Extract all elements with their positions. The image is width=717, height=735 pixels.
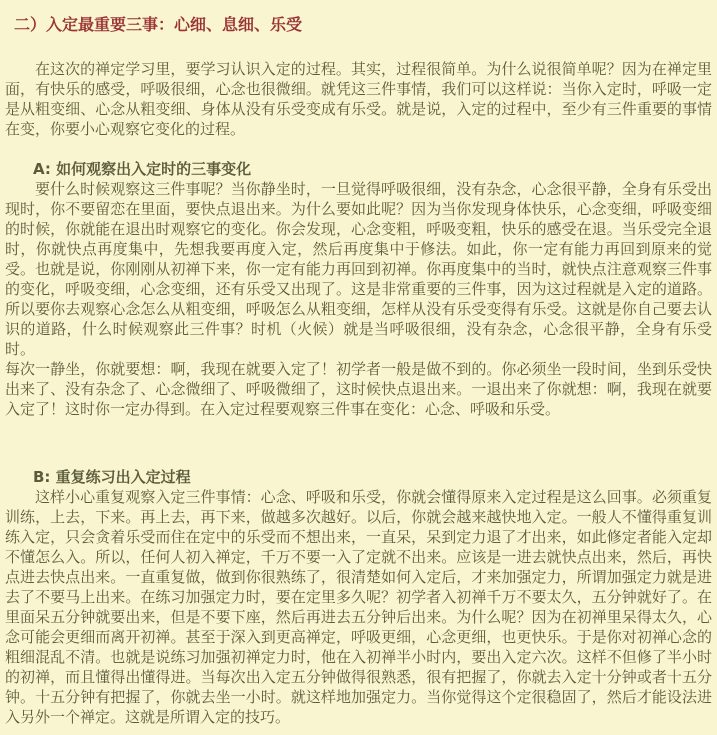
document-title: 二）入定最重要三事：心细、息细、乐受: [14, 15, 303, 34]
intro-paragraph: 在这次的禅定学习里，要学习认识入定的过程。其实，过程很简单。为什么说很简单呢？因为在禅定里面，有快乐的感受，呼吸很细，心念也很微细。就凭这三件事情，我们可以这样说：当你入定时，呼吸一定是从粗变细、心念从粗变细、身体从没有乐受变成有乐受。就是说，入定的过程中，至少有三件重要的事情在变，你要小心观察它变化的过程。: [5, 60, 712, 138]
section-a: [5, 159, 712, 419]
section-b-paragraph-1: 这样小心重复观察入定三件事情：心念、呼吸和乐受，你就会懂得原来入定过程是这么回事。必须重复训练，上去，下来。再上去，再下来，做越多次越好。以后，你就会越来越快地入定。一般人不懂得重复训练入定，只会贪着乐受而住在定中的乐受而不想出来，一直呆，呆到定力退了才出来，如此修定者能入定却不懂怎么入。所以，任何人初入禅定，千万不要一入了定就不出来。应该是一进去就快点出来，然后，再快点进去快点出来。一直重复做，做到你很熟练了，很清楚如何入定后，才来加强定力，所谓加强定力就是进去了不要马上出来。在练习加强定力时，要在定里多久呢？初学者入初禅千万不要太久，五分钟就好了。在里面呆五分钟就要出来，但是不要下座，然后再进去五分钟后出来。为什么呢？因为在初禅里呆得太久，心念可能会更细而离开初禅。甚至于深入到更高禅定，呼吸更细，心念更细，也更快乐。于是你对初禅心念的粗细混乱不清。也就是说练习加强初禅定力时，他在入初禅半小时内，要出入定六次。这样不但修了半小时的初禅，而且懂得出懂得进。当每次出入定五分钟做得很熟悉，很有把握了，你就去入定十分钟或者十五分钟。十五分钟有把握了，你就去坐一小时。就这样地加强定力。当你觉得这个定很稳固了，然后才能设法进入另外一个禅定。这就是所谓入定的技巧。: [5, 488, 712, 726]
section-a-paragraph-1: 要什么时候观察这三件事呢？当你静坐时，一旦觉得呼吸很细，没有杂念，心念很平静，全身有乐受出现时，你不要留恋在里面，要快点退出来。为什么要如此呢？因为当你发现身体快乐，心念变细，呼吸变细的时候，你就能在退出时观察它的变化。你会发现，心念变粗，呼吸变粗，快乐的感受在退。当乐受完全退时，你就快点再度集中，先想我要再度入定，然后再度集中于修法。如此，你一定有能力再回到原来的觉受。也就是说，你刚刚从初禅下来，你一定有能力再回到初禅。你再度集中的当时，就快点注意观察三件事的变化，呼吸变细，心念变细，还有乐受又出现了。这是非常重要的三件事，因为这过程就是入定的道路。所以要你去观察心念怎么从粗变细，呼吸怎么从粗变细，怎样从没有乐受变得有乐受。这就是你自己要去认识的道路，什么时候观察此三件事？时机（火候）就是当呼吸很细，没有杂念，心念很平静，全身有乐受时。: [5, 180, 712, 358]
section-b-heading: B: 重复练习出入定过程: [33, 468, 191, 486]
section-a-paragraph-2: 每次一静坐，你就要想：啊，我现在就要入定了！初学者一般是做不到的。你必须坐一段时间，坐到乐受快出来了、没有杂念了、心念微细了、呼吸微细了，这时候快点退出来。一退出来了你就想：啊，我现在就要入定了！这时你一定办得到。在入定过程要观察三件事在变化：心念、呼吸和乐受。: [5, 360, 712, 418]
section-a-heading: A: 如何观察出入定时的三事变化: [33, 160, 252, 178]
section-b: [5, 467, 712, 727]
